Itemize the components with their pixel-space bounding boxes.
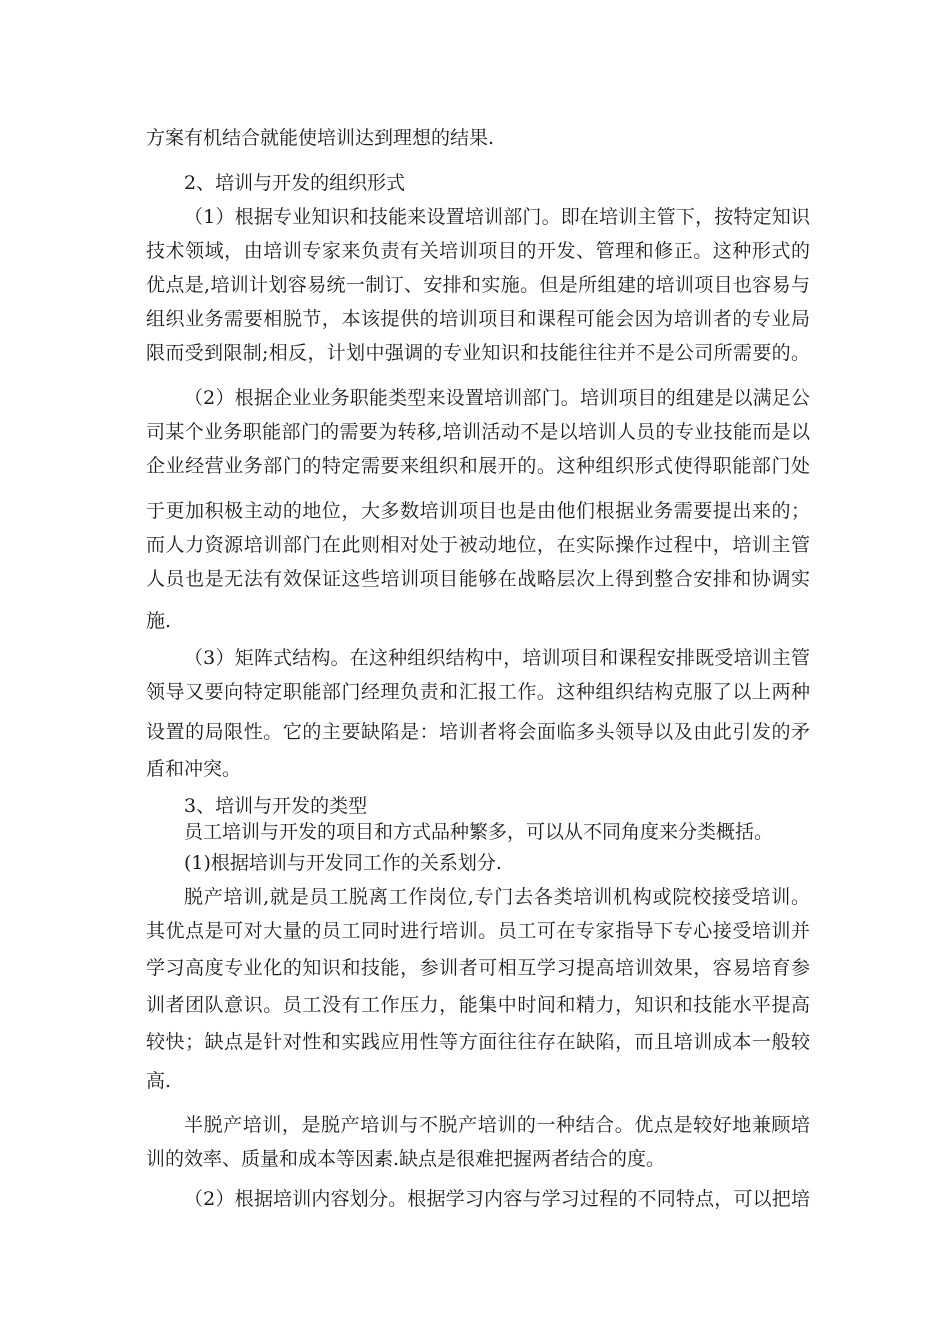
paragraph-line: 组织业务需要相脱节，本该提供的培训项目和课程可能会因为培训者的专业局: [146, 308, 810, 330]
paragraph-line: 而人力资源培训部门在此则相对处于被动地位，在实际操作过程中，培训主管: [146, 534, 810, 556]
paragraph-line: 优点是,培训计划容易统一制订、安排和实施。但是所组建的培训项目也容易与: [146, 274, 810, 296]
section-heading: 2、培训与开发的组织形式: [184, 172, 406, 194]
paragraph-line: 员工培训与开发的项目和方式品种繁多，可以从不同角度来分类概括。: [184, 821, 774, 843]
paragraph-line: 人员也是无法有效保证这些培训项目能够在战略层次上得到整合安排和协调实: [146, 568, 810, 590]
paragraph-line: 学习高度专业化的知识和技能，参训者可相互学习提高培训效果，容易培育参: [146, 957, 810, 979]
paragraph-line: 较快；缺点是针对性和实践应用性等方面往往存在缺陷，而且培训成本一般较: [146, 1031, 810, 1053]
paragraph-line: 于更加积极主动的地位，大多数培训项目也是由他们根据业务需要提出来的；: [146, 500, 810, 522]
paragraph-line: 企业经营业务部门的特定需要来组织和展开的。这种组织形式使得职能部门处: [146, 455, 810, 477]
section-heading: 3、培训与开发的类型: [184, 795, 368, 817]
paragraph-line: 施.: [146, 610, 172, 632]
paragraph-line: 半脱产培训，是脱产培训与不脱产培训的一种结合。优点是较好地兼顾培: [184, 1114, 810, 1136]
paragraph-line: 脱产培训,就是员工脱离工作岗位,专门去各类培训机构或院校接受培训。: [184, 886, 810, 908]
paragraph-line: 训的效率、质量和成本等因素.缺点是很难把握两者结合的度。: [146, 1148, 666, 1170]
paragraph-line: （2）根据培训内容划分。根据学习内容与学习过程的不同特点，可以把培: [184, 1188, 810, 1210]
paragraph-line: 方案有机结合就能使培训达到理想的结果.: [146, 127, 495, 149]
paragraph-line: （3）矩阵式结构。在这种组织结构中，培训项目和课程安排既受培训主管: [184, 647, 810, 669]
paragraph-line: 设置的局限性。它的主要缺陷是：培训者将会面临多头领导以及由此引发的矛: [146, 721, 810, 743]
paragraph-line: （2）根据企业业务职能类型来设置培训部门。培训项目的组建是以满足公: [184, 387, 810, 409]
paragraph-line: 高.: [146, 1070, 172, 1092]
paragraph-line: (1)根据培训与开发同工作的关系划分.: [184, 852, 502, 874]
paragraph-line: 训者团队意识。员工没有工作压力，能集中时间和精力，知识和技能水平提高: [146, 994, 810, 1016]
paragraph-line: 限而受到限制;相反，计划中强调的专业知识和技能往往并不是公司所需要的。: [146, 342, 810, 364]
paragraph-line: 司某个业务职能部门的需要为转移,培训活动不是以培训人员的专业技能而是以: [146, 421, 810, 443]
paragraph-line: 其优点是可对大量的员工同时进行培训。员工可在专家指导下专心接受培训并: [146, 920, 810, 942]
paragraph-line: （1）根据专业知识和技能来设置培训部门。即在培训主管下，按特定知识: [184, 206, 810, 228]
paragraph-line: 技术领域，由培训专家来负责有关培训项目的开发、管理和修正。这种形式的: [146, 240, 810, 262]
paragraph-line: 盾和冲突。: [146, 758, 242, 780]
paragraph-line: 领导又要向特定职能部门经理负责和汇报工作。这种组织结构克服了以上两种: [146, 681, 810, 703]
